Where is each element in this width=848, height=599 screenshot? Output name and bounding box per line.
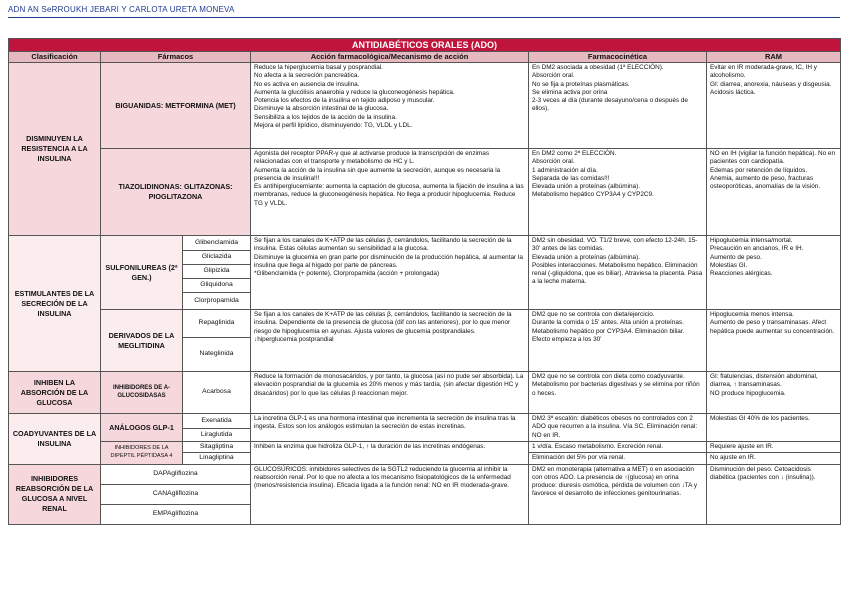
drug-empagliflozina: EMPAgliflozina xyxy=(101,504,251,524)
accion-acarbosa: Reduce la formación de monosacáridos, y por tanto, la glucosa (así no pude ser absorbida). La elevación posprandial de la glucemia es 20% menos y más tardía, (sin afectar digestión HC y disacáridos) por lo que las células β reaccionan mejor. xyxy=(251,372,529,414)
drug-gliquidona: Gliquidona xyxy=(183,279,251,293)
header-accion: Acción farmacológica/Mecanismo de acción xyxy=(251,52,529,63)
farmaco-tiazolidinonas: TIAZOLIDINONAS: GLITAZONAS: PIOGLITAZONA xyxy=(101,149,251,236)
class-reabsorcion: INHIBIDORES REABSORCIÓN DE LA GLUCOSA A NIVEL RENAL xyxy=(9,464,101,524)
farmacocinetica-acarbosa: DM2 que no se controla con dieta como coadyuvante. Metabolismo por bacterias digestivas y se elimina por riñón o heces. xyxy=(529,372,707,414)
header-clasificacion: Clasificación xyxy=(9,52,101,63)
drug-canagliflozina: CANAgliflozina xyxy=(101,484,251,504)
accion-sglt2: GLUCOSÚRICOS: inhibidores selectivos de la SGTL2 reduciendo la glucemia al inhibir la reabsorción renal. Por lo que no afecta a los mecanismo fisiopatológicos de la enfermedad (menos/resistencia insulina). Eficacia ligada a la función renal: NO en IR moderada-grave. xyxy=(251,464,529,524)
authors-line: ADN AN SeRROUKH JEBARI Y CARLOTA URETA MONEVA xyxy=(8,5,235,14)
drug-glipizida: Glipizida xyxy=(183,265,251,279)
ram-linagliptina: No ajuste en IR. xyxy=(707,453,841,464)
accion-meglitinidas: Se fijan a los canales de K+ATP de las células β, cerrándolos, facilitando la secreción de la insulina. Dependiente de la presencia de glucosa (dif con las anteriores), por lo que menor riesgo de hipoglucemia en ayunas. Ajusta valores de glucemia postprandiales. ↓hiperglucemia postprandial xyxy=(251,310,529,372)
farmaco-biguanidas: BIGUANIDAS: METFORMINA (MET) xyxy=(101,63,251,149)
drug-dapagliflozina: DAPAgliflozina xyxy=(101,464,251,484)
farmacocinetica-sulfonilureas: DM2 sin obesidad. VO. T1/2 breve, con efecto 12-24h. 15-30' antes de las comidas. Elevada unión a proteínas (albúmina). Posibles interacciones. Metabolismo hepático. Eliminación renal (-gliquidona, que es biliar). Atraviesa la placenta. Pasa a la leche materna. xyxy=(529,236,707,310)
farmacocinetica-sitagliptina: 1 v/día. Escaso metabolismo. Excreción renal. xyxy=(529,442,707,453)
farmacocinetica-sglt2: DM2 en monoterapia (alternativa a MET) o en asociación con otros ADO. La presencia de ↑(glucosa) en orina produce: diuresis osmótica, pérdida de volumen con ↓TA y favorece el desarrollo de infecciones genitourinarias. xyxy=(529,464,707,524)
class-coadyuvantes: COADYUVANTES DE LA INSULINA xyxy=(9,414,101,465)
farmacocinetica-tiazolidinonas: En DM2 como 2ª ELECCIÓN. Absorción oral. 1 administración al día. Separada de las comidas!!! Elevada unión a proteínas (albúmina). Metabolismo hepático CYP3A4 y CYP2C9. xyxy=(529,149,707,236)
header-farmacocinetica: Farmacocinética xyxy=(529,52,707,63)
ram-sitagliptina: Requiere ajuste en IR. xyxy=(707,442,841,453)
accion-glp1: La incretina GLP-1 es una hormona intestinal que incrementa la secreción de insulina tras la ingesta. Estos son los análogos estimulan la secreción de estas incretinas. xyxy=(251,414,529,442)
table-title: ANTIDIABÉTICOS ORALES (ADO) xyxy=(9,39,841,52)
ram-sulfonilureas: Hipoglucemia intensa/mortal. Precaución en ancianos, IR e IH. Aumento de peso. Molestias GI. Reacciones alérgicas. xyxy=(707,236,841,310)
class-resistencia: DISMINUYEN LA RESISTENCIA A LA INSULINA xyxy=(9,63,101,236)
class-absorcion: INHIBEN LA ABSORCIÓN DE LA GLUCOSA xyxy=(9,372,101,414)
drug-glibenclamida: Glibenclamida xyxy=(183,236,251,251)
class-estimulantes: ESTIMULANTES DE LA SECRECIÓN DE LA INSULINA xyxy=(9,236,101,372)
drug-repaglinida: Repaglinida xyxy=(183,310,251,338)
drug-acarbosa: Acarbosa xyxy=(183,372,251,414)
drug-clorpropamida: Clorpropamida xyxy=(183,293,251,310)
drug-nateglinida: Nateglinida xyxy=(183,338,251,372)
accion-biguanidas: Reduce la hiperglucemia basal y posprandial. No afecta a la secreción pancreática. No es activa en ausencia de insulina. Aumenta la glucólisis anaerobia y reduce la gluconeogénesis hepática. Potencia los efectos de la insulina en tejido adiposo y muscular. Disminuye la absorción intestinal de la glucosa. Sensibiliza a los tejidos de la acción de la insulina. Mejora el perfil lipídico, disminuyendo: TG, VLDL y LDL. xyxy=(251,63,529,149)
ram-sglt2: Disminución del peso. Cetoacidosis diabética (pacientes con ↓ (insulina)). xyxy=(707,464,841,524)
accion-dpp4: Inhiben la enzima que hidroliza GLP-1, ↑ la duración de las incretinas endógenas. xyxy=(251,442,529,465)
header-ram: RAM xyxy=(707,52,841,63)
farmacocinetica-biguanidas: En DM2 asociada a obesidad (1ª ELECCIÓN). Absorción oral. No se fija a proteínas plasmáticas. Se elimina activa por orina 2-3 veces al día (durante desayuno/cena o después de ellos). xyxy=(529,63,707,149)
drug-exenatida: Exenatida xyxy=(183,414,251,429)
farmacocinetica-meglitinidas: DM2 que no se controla con dieta/ejercicio. Durante la comida o 15' antes. Alta unión a proteínas. Metabolismo hepático por CYP3A4. Eliminación biliar. Efecto empieza a los 30' xyxy=(529,310,707,372)
ram-glp1: Molestias GI 40% de los pacientes. xyxy=(707,414,841,442)
farmacocinetica-glp1: DM2 3ª escalón: diabéticos obesos no controlados con 2 ADO que recurren a la insulina. Vía SC. Eliminación renal: NO en IR. xyxy=(529,414,707,442)
accion-sulfonilureas: Se fijan a los canales de K+ATP de las células β, cerrándolos, facilitando la secreción de la insulina. Estas células aumentan su sensibilidad a la glucosa. Disminuye la glucemia en gran parte por disminución de la producción hepática, al aumentar la insulina que llega al hígado por parte de páncreas. *Glibenclamida (+ potente), Clorpropamida (acción + prolongada) xyxy=(251,236,529,310)
ado-table xyxy=(8,38,841,525)
authors-divider xyxy=(8,17,840,18)
farmaco-meglitinidas: DERIVADOS DE LA MEGLITIDINA xyxy=(101,310,183,372)
drug-gliclazida: Gliclazida xyxy=(183,251,251,265)
ram-biguanidas: Evitar en IR moderada-grave, IC, IH y alcoholismo. GI: diarrea, anorexia, náuseas y disgeusia. Acidosis láctica. xyxy=(707,63,841,149)
ram-acarbosa: GI: flatulencias, distensión abdominal, diarrea, ↑ transaminasas. NO produce hipoglucemia. xyxy=(707,372,841,414)
farmaco-glp1: ANÁLOGOS GLP-1 xyxy=(101,414,183,442)
header-farmacos: Fármacos xyxy=(101,52,251,63)
accion-tiazolidinonas: Agonista del receptor PPAR-γ que al activarse produce la transcripción de enzimas relacionadas con el transporte y metabolismo de HC y L. Aumenta la acción de la insulina sin que aumente la secreción, aunque es necesaria la presencia de insulina!!! Es antihiperglucemiante: aumenta la captación de glucosa, aumenta la fijación de insulina a las membranas, reduce la gluconeogénesis hepática. No llega a producir hipoglucemia. Reduce TG y VLDL. xyxy=(251,149,529,236)
drug-liraglutida: Liraglutida xyxy=(183,429,251,442)
farmaco-dpp4: INHIBIDORES DE LA DIPEPTIL PÉPTIDASA 4 xyxy=(101,442,183,465)
farmaco-sulfonilureas: SULFONILUREAS (2ª GEN.) xyxy=(101,236,183,310)
farmacocinetica-linagliptina: Eliminación del 5% por vía renal. xyxy=(529,453,707,464)
drug-sitagliptina: Sitagliptina xyxy=(183,442,251,453)
ram-tiazolidinonas: NO en IH (vigilar la función hepática). No en pacientes con cardiopatía. Edemas por retención de líquidos. Anemia, aumento de peso, fracturas osteoporóticas, anomalías de la visión. xyxy=(707,149,841,236)
drug-linagliptina: Linagliptina xyxy=(183,453,251,464)
ram-meglitinidas: Hipoglucemia menos intensa. Aumento de peso y transaminasas. Afect hepática puede aumentar su concentración. xyxy=(707,310,841,372)
farmaco-aglucosidasas: INHIBIDORES DE A-GLUCOSIDASAS xyxy=(101,372,183,414)
